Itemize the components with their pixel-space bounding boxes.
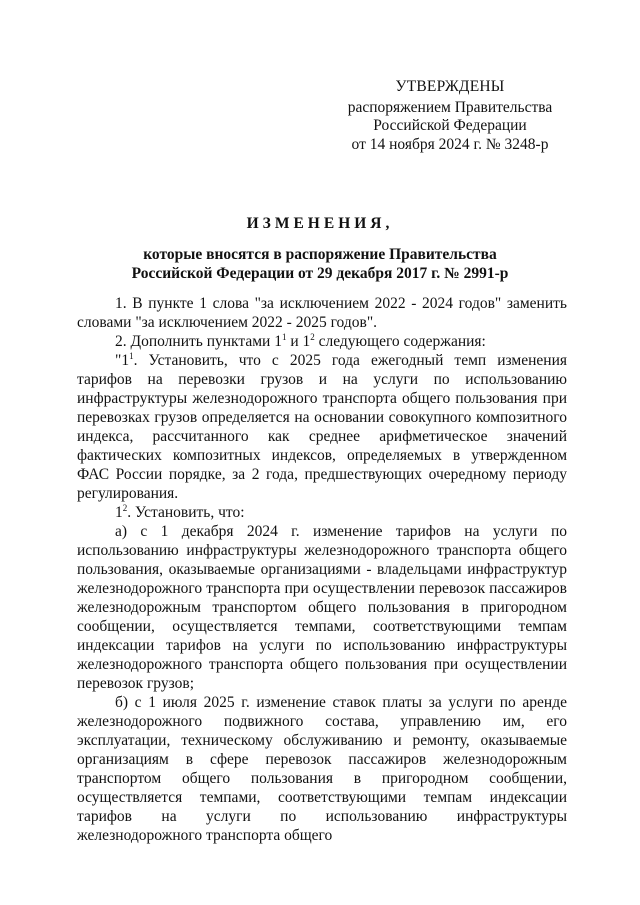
paragraph-4-text: . Установить, что: (127, 504, 245, 521)
paragraph-2-text-c: следующего содержания: (314, 333, 486, 350)
paragraph-4 (77, 503, 567, 522)
document-subtitle (0, 246, 640, 283)
subtitle-line-1: которые вносятся в распоряжение Правительства (143, 246, 497, 263)
paragraph-6: б) с 1 июля 2025 г. изменение ставок платы за услуги по аренде железнодорожного подвижного состава, управлению им, его эксплуатации, техническому обслуживанию и ремонту, оказываемые организациям в сфере перевозок пассажиров железнодорожным транспортом общего пользования в пригородном сообщении, осуществляется темпами, соответствующими темпам индексации тарифов на услуги по использованию инфраструктуры железнодорожного транспорта общего (77, 694, 567, 844)
approval-line-2: Российской Федерации (373, 117, 527, 134)
approval-heading: УТВЕРЖДЕНЫ (395, 78, 505, 95)
superscript-1: 1 (281, 331, 287, 342)
paragraph-5: а) с 1 декабря 2024 г. изменение тарифов на услуги по использованию инфраструктуры железнодорожного транспорта общего пользования, оказываемые организациями - владельцами инфраструктур железнодорожного транспорта при осуществлении перевозок пассажиров железнодорожным транспортом общего пользования в пригородном сообщении, осуществляется темпами, соответствующими темпам индексации тарифов на услуги по использованию инфраструктуры железнодорожного транспорта общего пользования при осуществлении перевозок грузов; (77, 523, 567, 692)
approval-stamp (330, 78, 570, 154)
paragraph-2-text-a: 2. Дополнить пунктами 1 (115, 333, 282, 350)
subtitle-line-2: Российской Федерации от 29 декабря 2017 г. № 2991-р (131, 264, 509, 282)
paragraph-4-number: 1 (115, 504, 123, 521)
paragraph-1: 1. В пункте 1 слова "за исключением 2022 - 2024 годов" заменить словами "за исключением 2022 - 2025 годов". (77, 295, 567, 331)
approval-line-3: от 14 ноября 2024 г. № 3248-р (351, 135, 549, 153)
document-body (77, 294, 567, 845)
paragraph-2-text-b: и 1 (286, 333, 311, 350)
paragraph-3-number: "1 (115, 352, 130, 369)
document-title: ИЗМЕНЕНИЯ, (246, 215, 394, 232)
paragraph-3 (77, 351, 567, 503)
superscript-2: 2 (310, 331, 315, 342)
paragraph-3-text: . Установить, что с 2025 года ежегодный темп изменения тарифов на перевозки грузов и на услуги по использованию инфраструктуры железнодорожного транспорта общего пользования при перевозках грузов определяется на основании совокупного композитного индекса, рассчитанного как среднее арифметическое значений фактических композитных индексов, определяемых в утвержденном ФАС России порядке, за 2 года, предшествующих очередному периоду регулирования. (77, 352, 567, 502)
approval-line-1: распоряжением Правительства (347, 98, 553, 116)
superscript-3: 1 (129, 350, 134, 361)
paragraph-2 (77, 332, 567, 351)
superscript-4: 2 (122, 502, 128, 513)
